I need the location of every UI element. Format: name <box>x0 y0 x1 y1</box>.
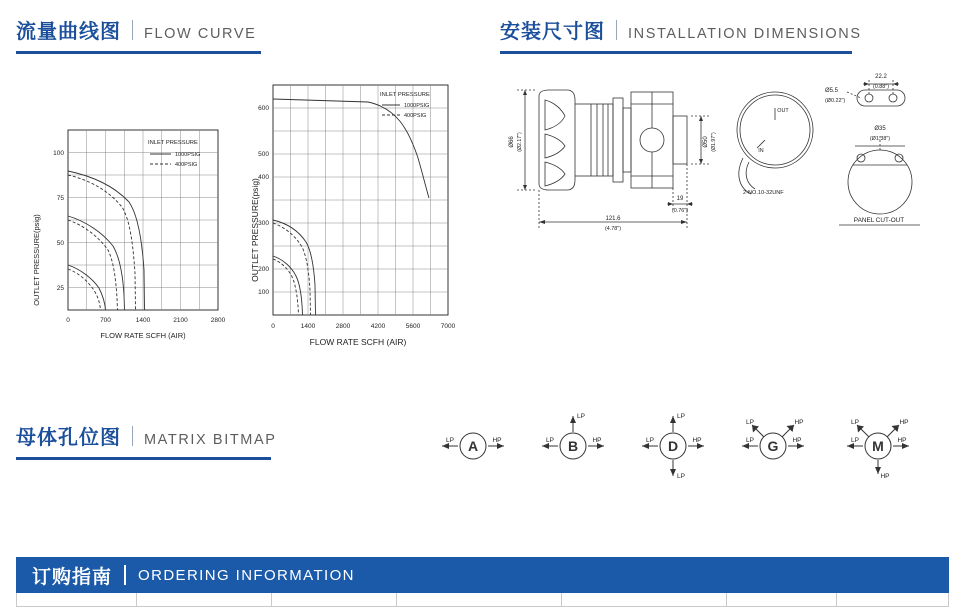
chart-2-xtick-0: 0 <box>271 323 275 330</box>
chart-2-xtick-4200: 4200 <box>370 323 386 330</box>
label-cutout-diameter-35: Ø35 <box>874 126 886 132</box>
chart-1-ytick-25: 25 <box>56 285 64 292</box>
heading-underline <box>500 51 852 54</box>
matrix-a-port-lp: LP <box>446 437 454 444</box>
section-heading-flow-curve <box>16 18 261 54</box>
matrix-d-port-lp-left: LP <box>646 437 654 444</box>
label-diameter-66: Ø66 <box>509 136 515 148</box>
ordering-table-cell <box>837 593 948 606</box>
chart-1-legend-title: INLET PRESSURE <box>148 140 198 146</box>
chart-1-svg <box>30 110 240 350</box>
chart-1-ytick-100: 100 <box>53 150 64 157</box>
matrix-g-port-lp-left: LP <box>746 437 754 444</box>
chart-1-xtick-0: 0 <box>66 317 70 324</box>
installation-drawing <box>495 70 955 255</box>
matrix-m-port-hp-down: HP <box>880 473 890 480</box>
chart-2-ytick-200: 200 <box>258 266 269 273</box>
chart-1-xtick-2100: 2100 <box>173 317 188 324</box>
matrix-b-port-lp-left: LP <box>546 437 554 444</box>
chart-2-xtick-7000: 7000 <box>440 323 456 330</box>
chart-1-xtick-1400: 1400 <box>135 317 151 324</box>
matrix-code-b: B <box>567 438 579 454</box>
chart-2-ytick-100: 100 <box>258 289 269 296</box>
heading-cn-installation: 安装尺寸图 <box>500 21 605 43</box>
matrix-g-port-lp-upleft: LP <box>746 419 754 426</box>
ordering-divider <box>124 565 126 585</box>
heading-en-matrix: MATRIX BITMAP <box>144 432 277 448</box>
chart-1-xtick-2800: 2800 <box>210 317 226 324</box>
label-diameter-50-inch: (Ø1.97") <box>711 132 717 152</box>
ordering-table-cell <box>272 593 397 606</box>
matrix-d-port-lp-up: LP <box>677 413 685 420</box>
matrix-a-svg <box>420 404 526 484</box>
chart-2-ytick-600: 600 <box>258 105 269 112</box>
label-length-19: 19 <box>676 196 684 202</box>
label-length-19-inch: (0.76") <box>672 208 688 214</box>
matrix-item-b <box>520 404 626 484</box>
label-hole-diameter-5-5: Ø5.5 <box>825 88 839 94</box>
ordering-table-cell <box>562 593 727 606</box>
matrix-bitmap-row <box>420 404 950 484</box>
ordering-cn-title: 订购指南 <box>32 566 113 588</box>
matrix-b-port-lp-up: LP <box>577 413 585 420</box>
chart-2-xlabel: FLOW RATE SCFH (AIR) <box>309 337 407 347</box>
chart-2-ytick-500: 500 <box>258 151 269 158</box>
ordering-table-cell <box>137 593 272 606</box>
flow-curve-chart-2 <box>248 70 470 355</box>
label-panel-cutout-caption: PANEL CUT-OUT <box>853 217 905 224</box>
chart-2-legend-400psig: 400PSIG <box>404 113 427 119</box>
matrix-code-m: M <box>872 438 884 454</box>
ordering-information-bar <box>16 557 949 593</box>
matrix-a-port-hp: HP <box>492 437 502 444</box>
matrix-g-port-hp-right: HP <box>792 437 802 444</box>
matrix-g-svg <box>720 404 826 484</box>
matrix-m-port-hp-upright: HP <box>899 419 909 426</box>
heading-titles <box>16 18 261 42</box>
chart-2-legend-title: INLET PRESSURE <box>380 92 430 98</box>
heading-divider <box>132 20 133 40</box>
section-heading-installation <box>500 18 862 54</box>
matrix-m-port-lp-left: LP <box>851 437 859 444</box>
ordering-table-cell <box>727 593 837 606</box>
matrix-m-svg <box>825 404 931 484</box>
matrix-b-svg <box>520 404 626 484</box>
label-length-121-6: 121.6 <box>605 216 621 222</box>
chart-1-xtick-700: 700 <box>100 317 111 324</box>
matrix-m-port-lp-upleft: LP <box>851 419 859 426</box>
installation-drawing-svg <box>495 70 955 250</box>
matrix-d-port-lp-down: LP <box>677 473 685 480</box>
heading-en-flow-curve: FLOW CURVE <box>144 26 257 42</box>
matrix-m-port-hp-right: HP <box>897 437 907 444</box>
matrix-code-d: D <box>667 438 679 454</box>
label-dim-22-2-inch: (0.88") <box>873 84 889 90</box>
section-heading-matrix-bitmap <box>16 424 277 460</box>
label-dim-22-2: 22.2 <box>875 74 887 80</box>
heading-cn-flow-curve: 流量曲线图 <box>16 21 121 43</box>
chart-2-series-solid <box>273 99 429 315</box>
matrix-item-g <box>720 404 826 484</box>
ordering-en-title: ORDERING INFORMATION <box>138 566 355 584</box>
matrix-d-svg <box>620 404 726 484</box>
chart-2-ytick-300: 300 <box>258 220 269 227</box>
matrix-d-port-hp-right: HP <box>692 437 702 444</box>
label-thread-note: 2-NO.10-32UNF <box>743 190 784 196</box>
matrix-b-port-hp-right: HP <box>592 437 602 444</box>
ordering-table-cell <box>397 593 562 606</box>
heading-en-installation: INSTALLATION DIMENSIONS <box>628 26 862 42</box>
matrix-code-a: A <box>467 438 479 454</box>
chart-1-ytick-50: 50 <box>56 240 64 247</box>
chart-2-legend-1000psig: 1000PSIG <box>404 103 430 109</box>
chart-1-ylabel: OUTLET PRESSURE(psig) <box>32 214 41 306</box>
matrix-g-port-hp-upright: HP <box>794 419 804 426</box>
matrix-item-d <box>620 404 726 484</box>
matrix-code-g: G <box>767 438 779 454</box>
heading-titles <box>500 18 862 42</box>
label-diameter-66-inch: (Ø2.17") <box>517 132 523 152</box>
heading-underline <box>16 51 261 54</box>
chart-2-ylabel: OUTLET PRESSURE(psig) <box>250 178 260 282</box>
heading-divider <box>132 426 133 446</box>
heading-titles <box>16 424 277 448</box>
heading-underline <box>16 457 271 460</box>
chart-2-ytick-400: 400 <box>258 174 269 181</box>
matrix-item-a <box>420 404 526 484</box>
chart-2-svg <box>248 70 470 355</box>
heading-divider <box>616 20 617 40</box>
chart-1-legend-400psig: 400PSIG <box>175 162 198 168</box>
chart-1-legend-1000psig: 1000PSIG <box>175 152 201 158</box>
chart-1-xlabel: FLOW RATE SCFH (AIR) <box>100 331 186 340</box>
label-length-121-6-inch: (4.78") <box>605 226 621 232</box>
chart-1-ytick-75: 75 <box>56 195 64 202</box>
heading-cn-matrix: 母体孔位图 <box>16 427 121 449</box>
label-cutout-diameter-35-inch: (Ø1.38") <box>869 136 891 142</box>
ordering-table-cell <box>17 593 137 606</box>
chart-2-xtick-1400: 1400 <box>300 323 316 330</box>
chart-2-xtick-5600: 5600 <box>405 323 421 330</box>
ordering-table-header-row <box>16 593 949 607</box>
matrix-item-m <box>825 404 931 484</box>
chart-2-xtick-2800: 2800 <box>335 323 351 330</box>
label-port-in: IN <box>758 148 764 154</box>
label-hole-diameter-5-5-inch: (Ø0.22") <box>825 98 846 104</box>
label-port-out: OUT <box>777 108 789 114</box>
flow-curve-chart-1 <box>30 110 240 350</box>
label-diameter-50: Ø50 <box>703 136 709 148</box>
